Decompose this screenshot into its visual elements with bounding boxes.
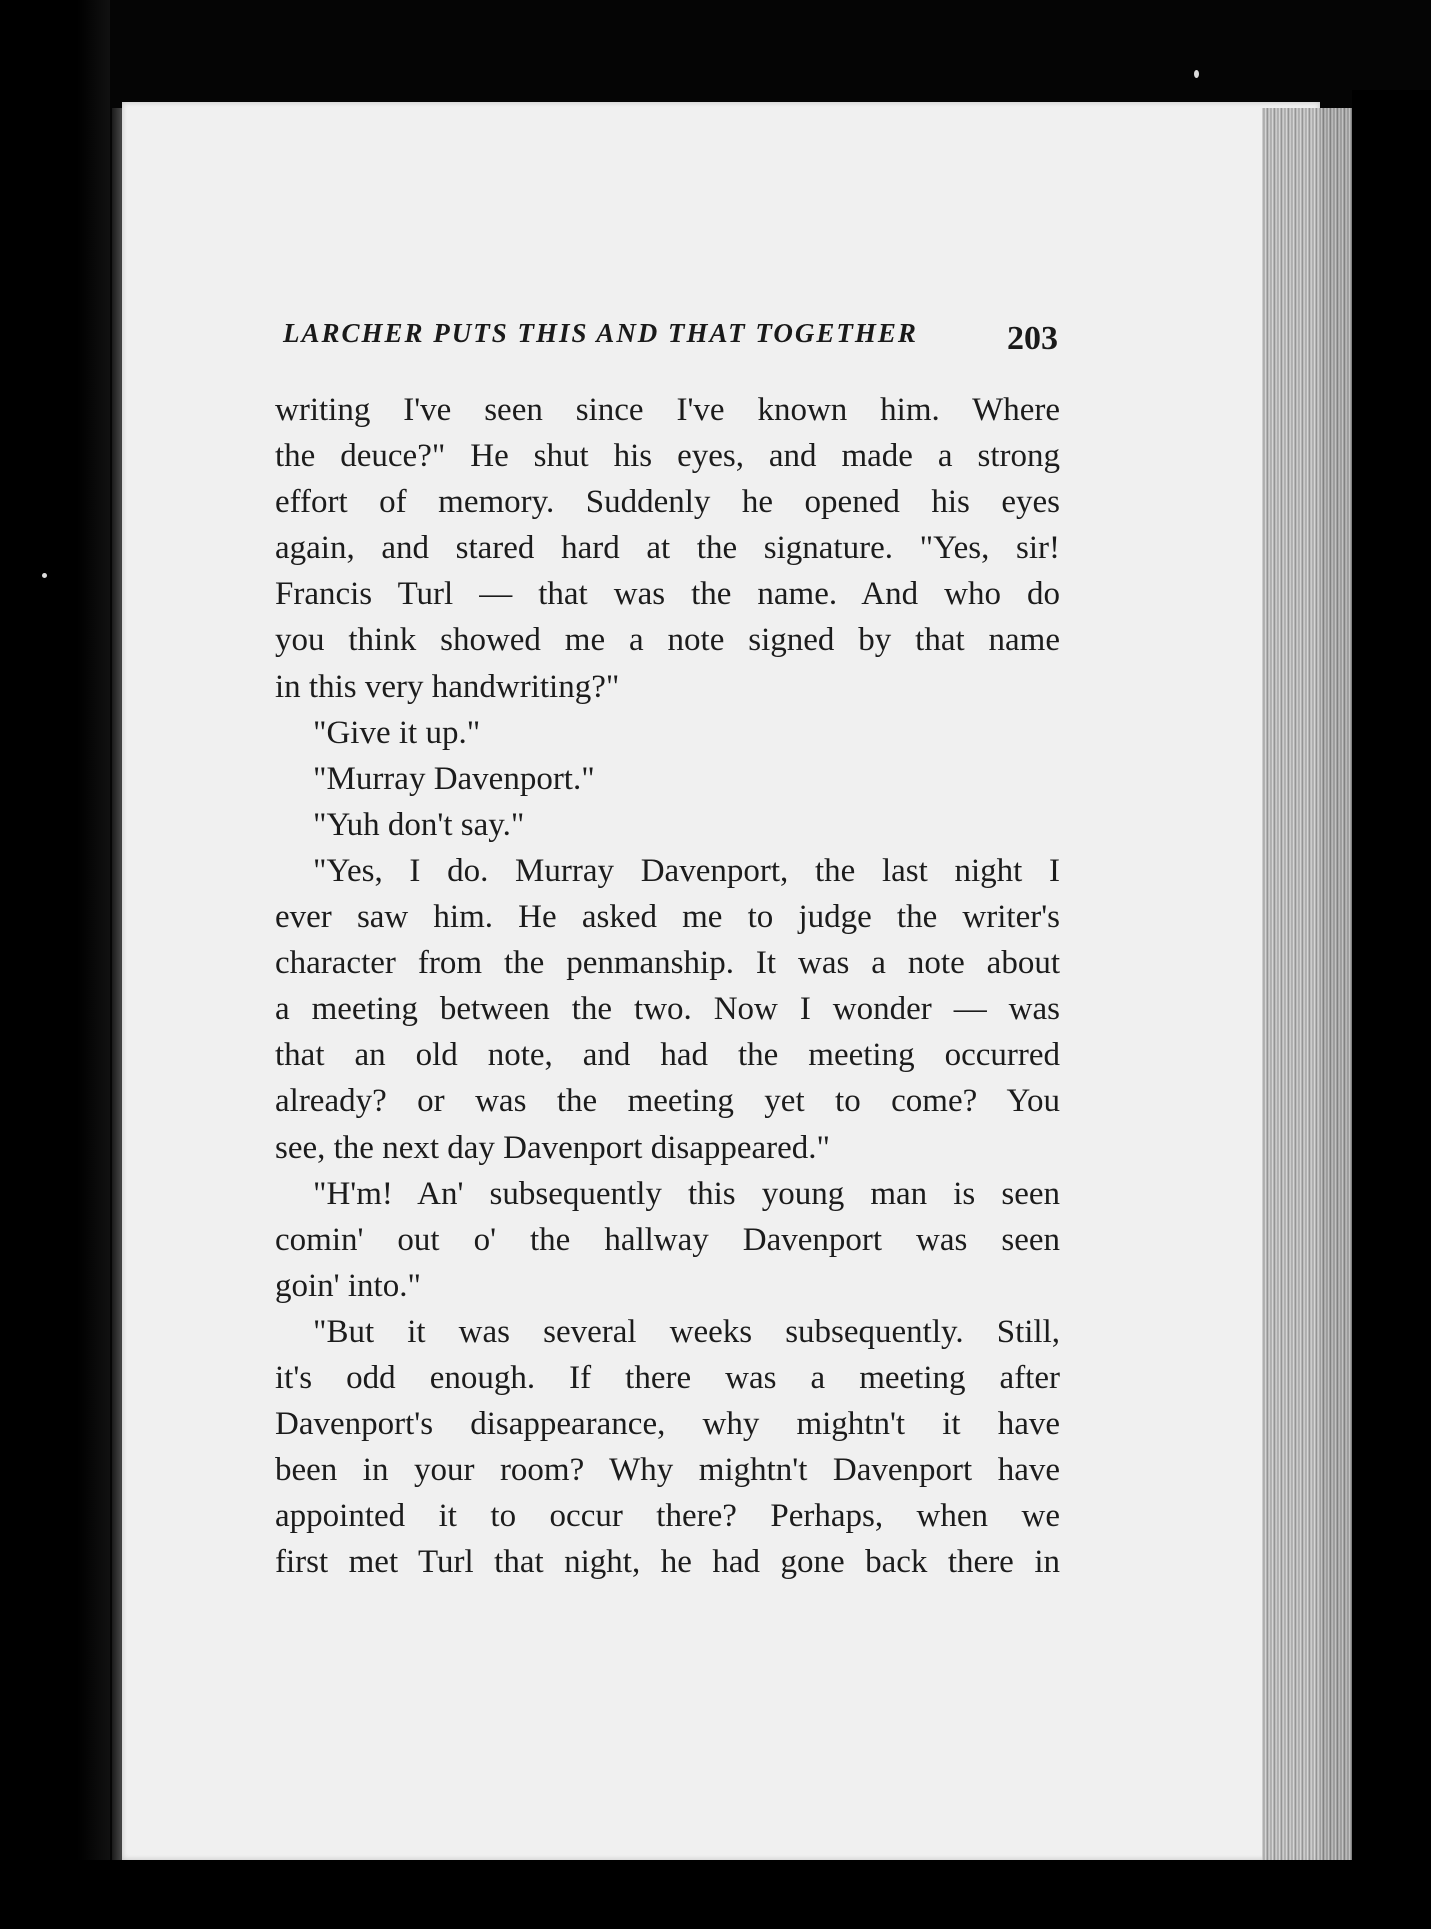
text-line: character from the penmanship. It was a note about bbox=[275, 945, 1060, 982]
dust-speck bbox=[42, 573, 47, 578]
text-line: "H'm! An' subsequently this young man is seen bbox=[313, 1175, 1060, 1212]
text-line: first met Turl that night, he had gone back there in bbox=[275, 1544, 1060, 1581]
text-line: in this very handwriting?" bbox=[275, 668, 620, 705]
text-line: Francis Turl — that was the name. And who do bbox=[275, 576, 1060, 613]
text-line: it's odd enough. If there was a meeting after bbox=[275, 1359, 1060, 1396]
text-line: the deuce?" He shut his eyes, and made a strong bbox=[275, 438, 1060, 475]
bottom-border bbox=[0, 1860, 1431, 1929]
text-line: "Yuh don't say." bbox=[313, 806, 525, 843]
running-title: LARCHER PUTS THIS AND THAT TOGETHER bbox=[283, 318, 918, 348]
text-line: "Yes, I do. Murray Davenport, the last night I bbox=[313, 852, 1060, 889]
text-line: "But it was several weeks subsequently. Still, bbox=[313, 1313, 1060, 1350]
text-line: been in your room? Why mightn't Davenport have bbox=[275, 1452, 1060, 1489]
text-line: Davenport's disappearance, why mightn't it have bbox=[275, 1406, 1060, 1443]
text-line: "Murray Davenport." bbox=[313, 760, 595, 797]
left-border bbox=[0, 0, 110, 1929]
body-text bbox=[275, 387, 1060, 1585]
running-header bbox=[283, 318, 1061, 349]
text-line: appointed it to occur there? Perhaps, when we bbox=[275, 1498, 1060, 1535]
right-border bbox=[1352, 90, 1431, 1929]
text-line: "Give it up." bbox=[313, 714, 481, 751]
text-line: effort of memory. Suddenly he opened his eyes bbox=[275, 484, 1060, 521]
text-line: again, and stared hard at the signature. "Yes, sir! bbox=[275, 530, 1060, 567]
text-line: see, the next day Davenport disappeared." bbox=[275, 1129, 831, 1166]
text-line: you think showed me a note signed by that name bbox=[275, 622, 1060, 659]
page-number: 203 bbox=[1007, 320, 1058, 357]
text-line: goin' into." bbox=[275, 1267, 421, 1304]
text-line: already? or was the meeting yet to come? You bbox=[275, 1083, 1060, 1120]
text-line: writing I've seen since I've known him. Where bbox=[275, 392, 1060, 428]
text-line: that an old note, and had the meeting occurred bbox=[275, 1037, 1060, 1074]
text-line: comin' out o' the hallway Davenport was seen bbox=[275, 1221, 1060, 1258]
text-line: a meeting between the two. Now I wonder — was bbox=[275, 991, 1060, 1028]
right-page-edges bbox=[1262, 108, 1352, 1878]
dust-speck bbox=[1194, 70, 1199, 78]
text-line: ever saw him. He asked me to judge the writer's bbox=[275, 899, 1060, 936]
